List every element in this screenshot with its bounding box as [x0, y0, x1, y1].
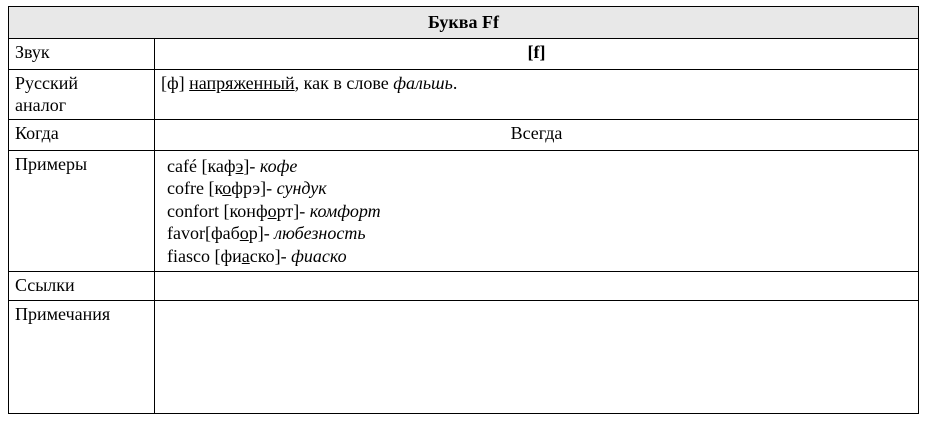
- example-word: confort: [167, 200, 224, 221]
- analog-middle: , как в слове: [294, 72, 394, 93]
- example-transcription-post: ]: [243, 155, 250, 176]
- row-label-russian-analog-line2: аналог: [15, 95, 67, 115]
- row-value-links: [155, 272, 919, 301]
- row-value-when: Всегда: [155, 119, 919, 150]
- example-transcription-stress: о: [267, 200, 277, 221]
- table-row-sound: [9, 38, 919, 69]
- row-value-notes: [155, 301, 919, 414]
- example-dash: -: [249, 155, 260, 176]
- example-word: fiasco: [167, 245, 215, 266]
- row-label-russian-analog: [9, 69, 155, 119]
- row-label-links: Ссылки: [9, 272, 155, 301]
- example-word: cofre: [167, 178, 209, 198]
- example-transcription-stress: э: [235, 155, 244, 176]
- example-transcription-pre: [фаб: [204, 223, 240, 243]
- example-transcription-stress: о: [239, 223, 249, 243]
- table-row-title: [9, 7, 919, 39]
- example-transcription-pre: [каф: [201, 155, 236, 176]
- example-word: favor: [167, 223, 205, 243]
- row-value-russian-analog: [155, 69, 919, 119]
- example-dash: -: [299, 200, 310, 221]
- analog-prefix: [ф]: [161, 72, 190, 93]
- table-row-russian-analog: [9, 69, 919, 119]
- example-item: [161, 200, 912, 223]
- example-item: [161, 155, 912, 178]
- analog-underlined: напряженный: [189, 72, 295, 93]
- table-title: Буква Ff: [9, 7, 919, 39]
- example-translation: сундук: [276, 178, 327, 198]
- example-transcription-pre: [к: [208, 178, 223, 198]
- row-label-when: Когда: [9, 119, 155, 150]
- row-value-sound: [f]: [155, 38, 919, 69]
- example-translation: любезность: [274, 223, 366, 243]
- analog-suffix: .: [452, 72, 458, 93]
- example-translation: фиаско: [291, 245, 347, 266]
- row-label-examples: Примеры: [9, 150, 155, 272]
- example-transcription-stress: о: [222, 178, 232, 198]
- example-item: [161, 245, 912, 268]
- example-item: [161, 222, 912, 245]
- row-label-russian-analog-line1: Русский: [15, 72, 78, 93]
- row-value-examples: [155, 150, 919, 272]
- example-translation: кофе: [259, 155, 298, 176]
- row-label-sound: Звук: [9, 38, 155, 69]
- row-label-notes: Примечания: [9, 301, 155, 414]
- analog-example-word: фальшь: [393, 72, 453, 93]
- example-dash: -: [266, 178, 277, 198]
- example-item: [161, 177, 912, 200]
- example-transcription-stress: а: [241, 245, 250, 266]
- example-transcription-post: рт]: [276, 200, 300, 221]
- example-transcription-pre: [фи: [214, 245, 242, 266]
- table-row-links: [9, 272, 919, 301]
- example-transcription-post: фрэ]: [231, 178, 267, 198]
- example-transcription-post: р]: [248, 223, 264, 243]
- example-word: café: [167, 155, 202, 176]
- example-dash: -: [263, 223, 275, 243]
- table-row-notes: [9, 301, 919, 414]
- letter-reference-table: [8, 6, 919, 414]
- example-dash: -: [280, 245, 292, 266]
- table-row-examples: [9, 150, 919, 272]
- example-transcription-pre: [конф: [223, 200, 268, 221]
- example-translation: комфорт: [309, 200, 381, 221]
- table-row-when: [9, 119, 919, 150]
- example-transcription-post: ско]: [249, 245, 281, 266]
